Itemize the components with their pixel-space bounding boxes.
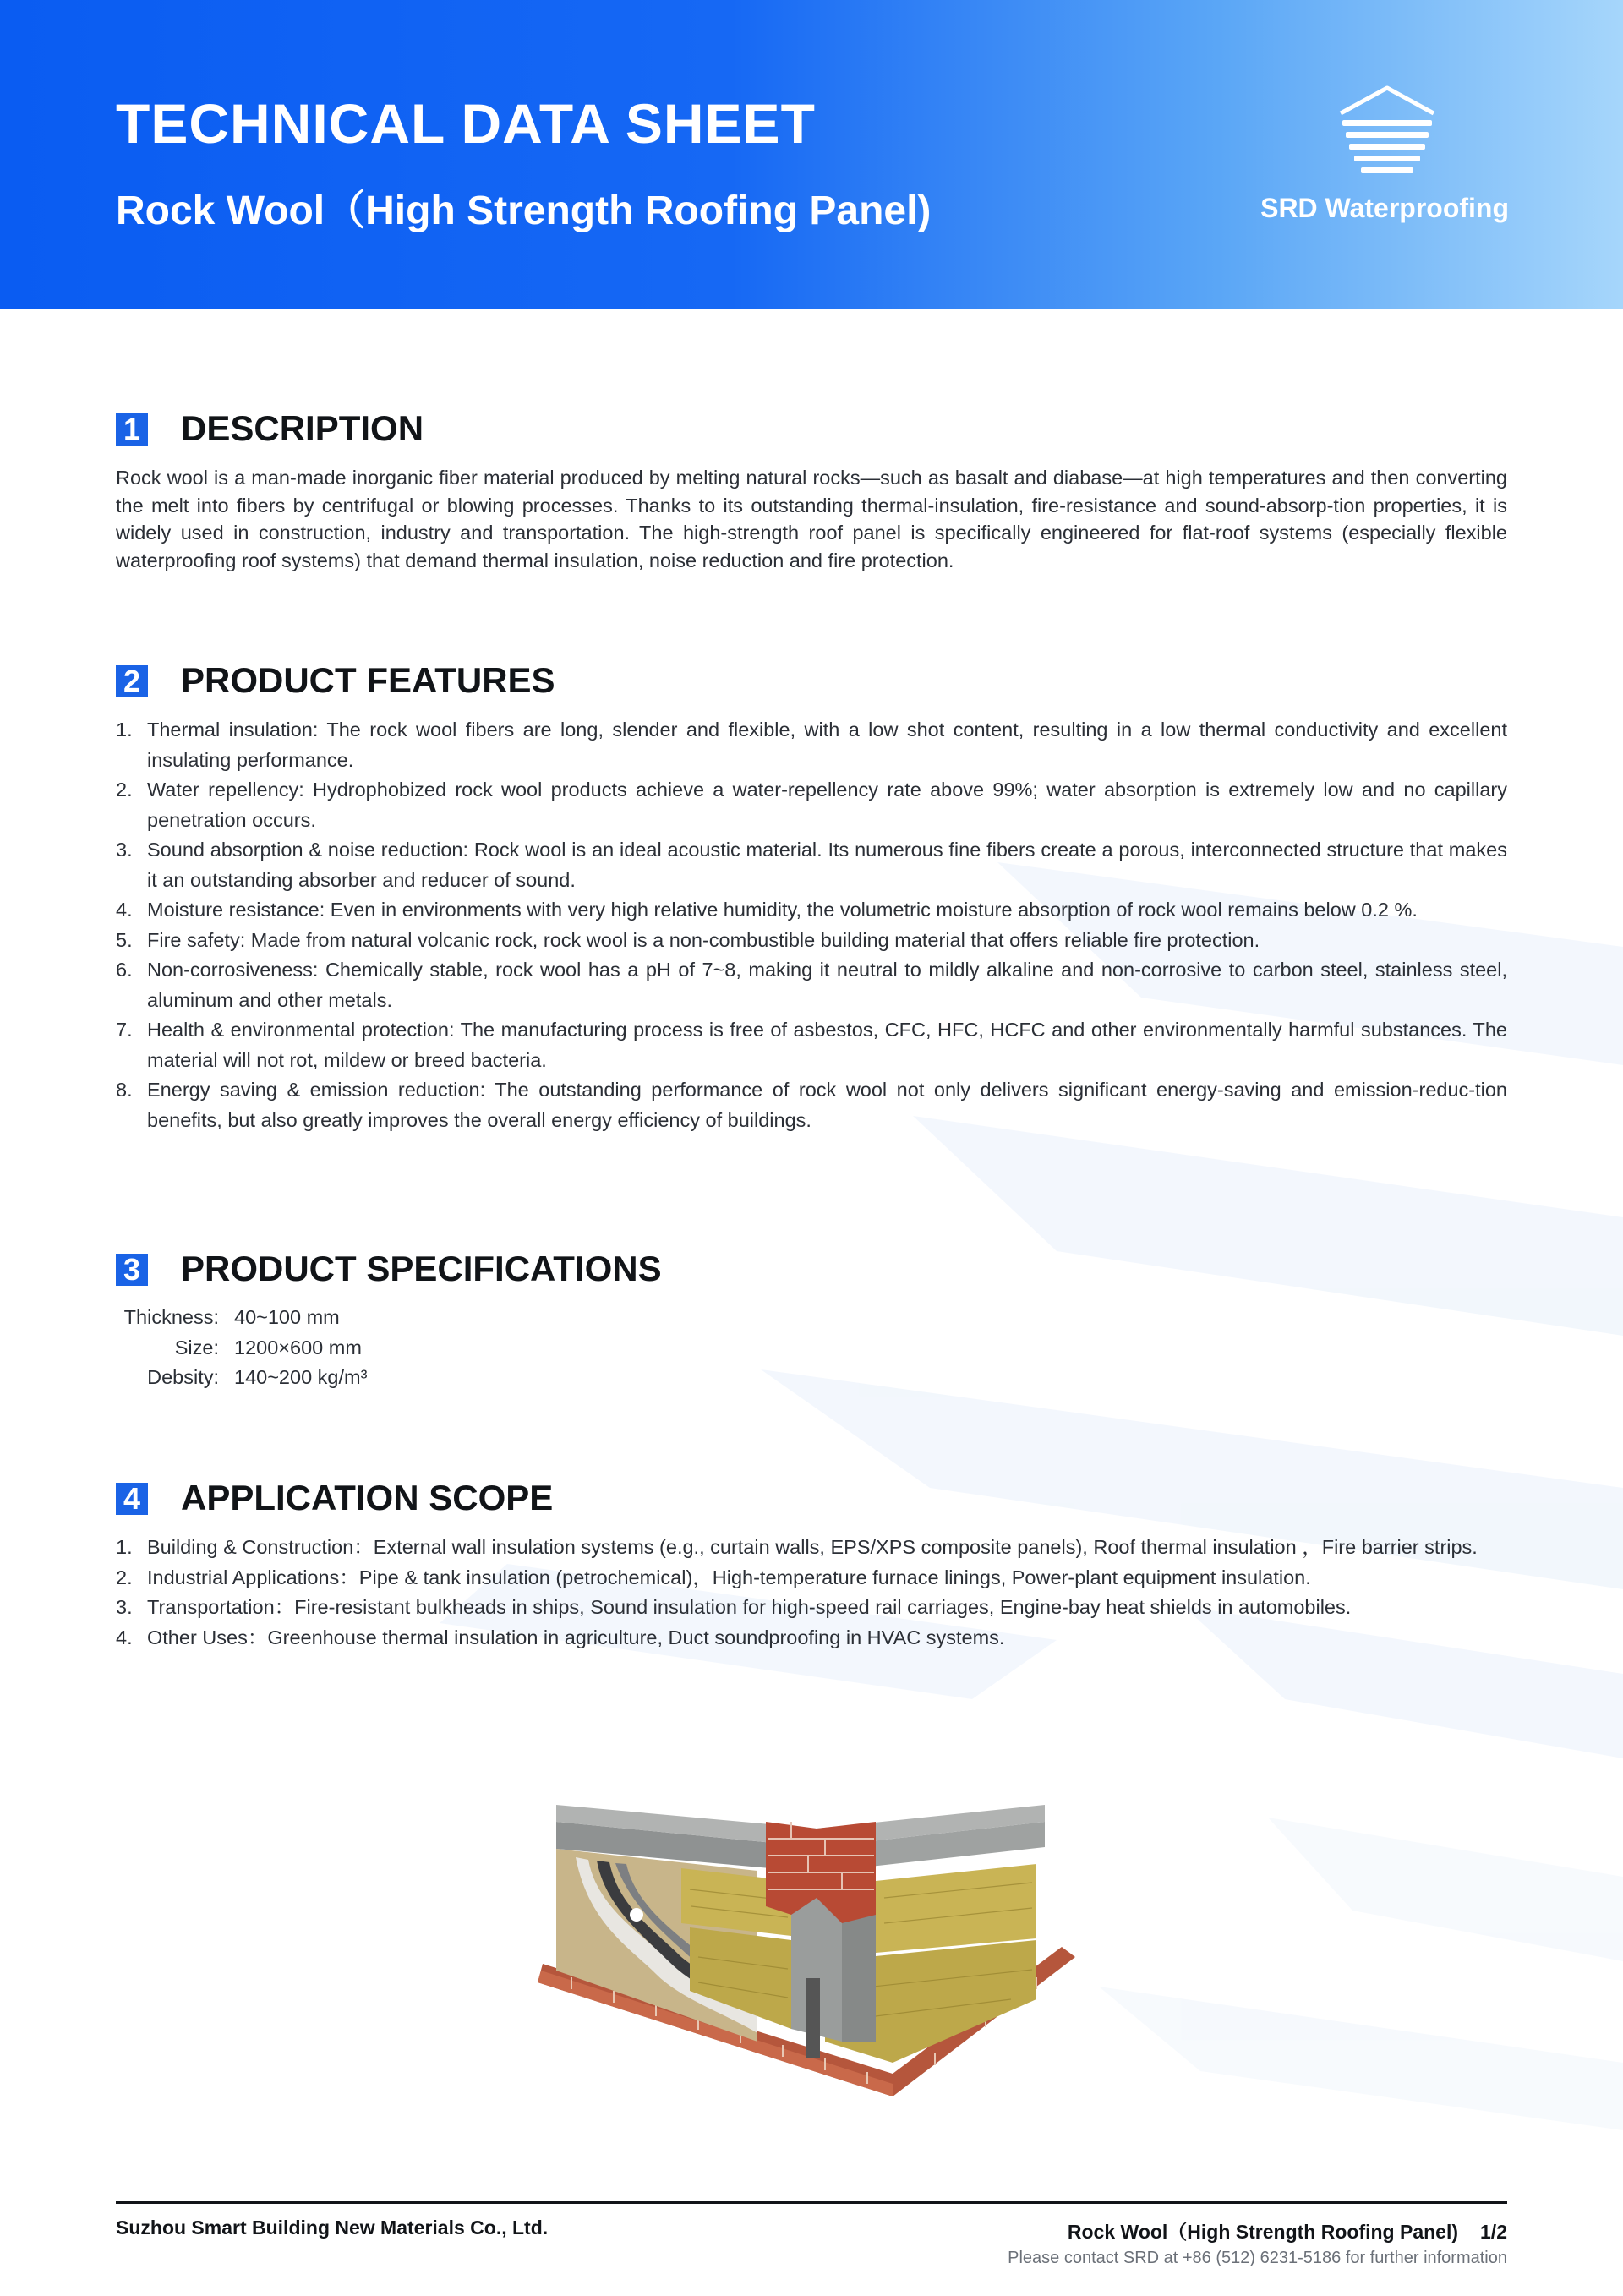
document-title: TECHNICAL DATA SHEET bbox=[116, 92, 816, 155]
page-number: 1/2 bbox=[1480, 2221, 1507, 2243]
footer-contact: Please contact SRD at +86 (512) 6231-5186 for further information bbox=[1008, 2249, 1507, 2267]
list-item: 8. Energy saving & emission reduction: The outstanding performance of rock wool not only delivers significant energy-saving and emission-reduc-tion benefits, but also greatly improves the overall energy efficiency of buildings. bbox=[116, 1079, 1507, 1131]
list-item: 3. Sound absorption & noise reduction: Rock wool is an ideal acoustic material. Its numerous fine fibers create a porous, interconnected structure that makes it an outstanding absorber and reducer of sound. bbox=[116, 839, 1507, 891]
section-number-badge: 2 bbox=[116, 665, 148, 697]
section-title: APPLICATION SCOPE bbox=[181, 1478, 554, 1517]
list-item: 1. Building & Construction：External wall insulation systems (e.g., curtain walls, EPS/XPS composite panels), Roof thermal insulation ，Fire barrier strips. bbox=[116, 1536, 1478, 1558]
list-item: 4. Moisture resistance: Even in environments with very high relative humidity, the volumetric moisture absorption of rock wool remains below 0.2 %. bbox=[116, 899, 1418, 921]
spec-value: 140~200 kg/m³ bbox=[234, 1366, 368, 1388]
list-item: 7. Health & environmental protection: The manufacturing process is free of asbestos, CFC, HFC, HCFC and other environmentally harmful substances. The material will not rot, mildew or breed bacteria. bbox=[116, 1019, 1507, 1071]
list-item: 4. Other Uses：Greenhouse thermal insulation in agriculture, Duct soundproofing in HVAC systems. bbox=[116, 1626, 1005, 1648]
features-list bbox=[116, 715, 1507, 1135]
section-title: DESCRIPTION bbox=[181, 408, 424, 448]
specifications-table bbox=[116, 1303, 367, 1393]
spec-label: Thickness: bbox=[123, 1306, 219, 1328]
spec-row-size bbox=[116, 1333, 367, 1364]
srd-logo-icon bbox=[1334, 83, 1440, 179]
application-list bbox=[116, 1533, 1507, 1653]
spec-value: 1200×600 mm bbox=[234, 1336, 362, 1358]
list-item: 2. Water repellency: Hydrophobized rock wool products achieve a water-repellency rate above 99%; water absorption is extremely low and no capillary penetration occurs. bbox=[116, 779, 1507, 831]
section-number-badge: 1 bbox=[116, 413, 148, 446]
spec-value: 40~100 mm bbox=[234, 1306, 340, 1328]
spec-label: Debsity: bbox=[147, 1366, 219, 1388]
footer-divider bbox=[116, 2201, 1507, 2204]
section-title: PRODUCT SPECIFICATIONS bbox=[181, 1249, 662, 1288]
list-item: 6. Non-corrosiveness: Chemically stable, rock wool has a pH of 7~8, making it neutral to mildly alkaline and non-corrosive to carbon steel, stainless steel, aluminum and other metals. bbox=[116, 959, 1507, 1011]
rock-wool-system-illustration bbox=[538, 1788, 1075, 2101]
spec-row-density bbox=[116, 1363, 367, 1393]
list-item: 1. Thermal insulation: The rock wool fibers are long, slender and flexible, with a low shot content, resulting in a low thermal conductivity and excellent insulating performance. bbox=[116, 719, 1507, 771]
product-subtitle: Rock Wool（High Strength Roofing Panel) bbox=[116, 189, 932, 233]
footer-product-page bbox=[1068, 2217, 1507, 2244]
list-item: 3. Transportation：Fire-resistant bulkheads in ships, Sound insulation for high-speed rail carriages, Engine-bay heat shields in automobiles. bbox=[116, 1596, 1352, 1618]
section-number-badge: 4 bbox=[116, 1483, 148, 1515]
spec-row-thickness bbox=[116, 1303, 367, 1333]
footer-product: Rock Wool（High Strength Roofing Panel) bbox=[1067, 2221, 1459, 2243]
list-item: 5. Fire safety: Made from natural volcanic rock, rock wool is a non-combustible building material that offers reliable fire protection. bbox=[116, 928, 1260, 951]
list-item: 2. Industrial Applications：Pipe & tank insulation (petrochemical)，High-temperature furnace linings, Power-plant equipment insulation. bbox=[116, 1566, 1311, 1588]
footer-company: Suzhou Smart Building New Materials Co., Ltd. bbox=[116, 2217, 549, 2239]
spec-label: Size: bbox=[174, 1336, 219, 1358]
description-text: Rock wool is a man-made inorganic fiber material produced by melting natural rocks—such as basalt and diabase—at high temperatures and then converting the melt into fibers by centrifugal or blowing processes. Thanks to its outstanding thermal-insulation, fire-resistance and sound-absorp-tion properties, it is widely used in construction, industry and transportation. The high-strength roof panel is specifically engineered for flat-roof systems (especially flexible waterproofing roof systems) that demand thermal insulation, noise reduction and fire protection. bbox=[116, 467, 1507, 571]
header-banner bbox=[0, 0, 1623, 309]
brand-name: SRD Waterproofing bbox=[1260, 193, 1509, 223]
section-title: PRODUCT FEATURES bbox=[181, 660, 555, 700]
section-number-badge: 3 bbox=[116, 1254, 148, 1286]
